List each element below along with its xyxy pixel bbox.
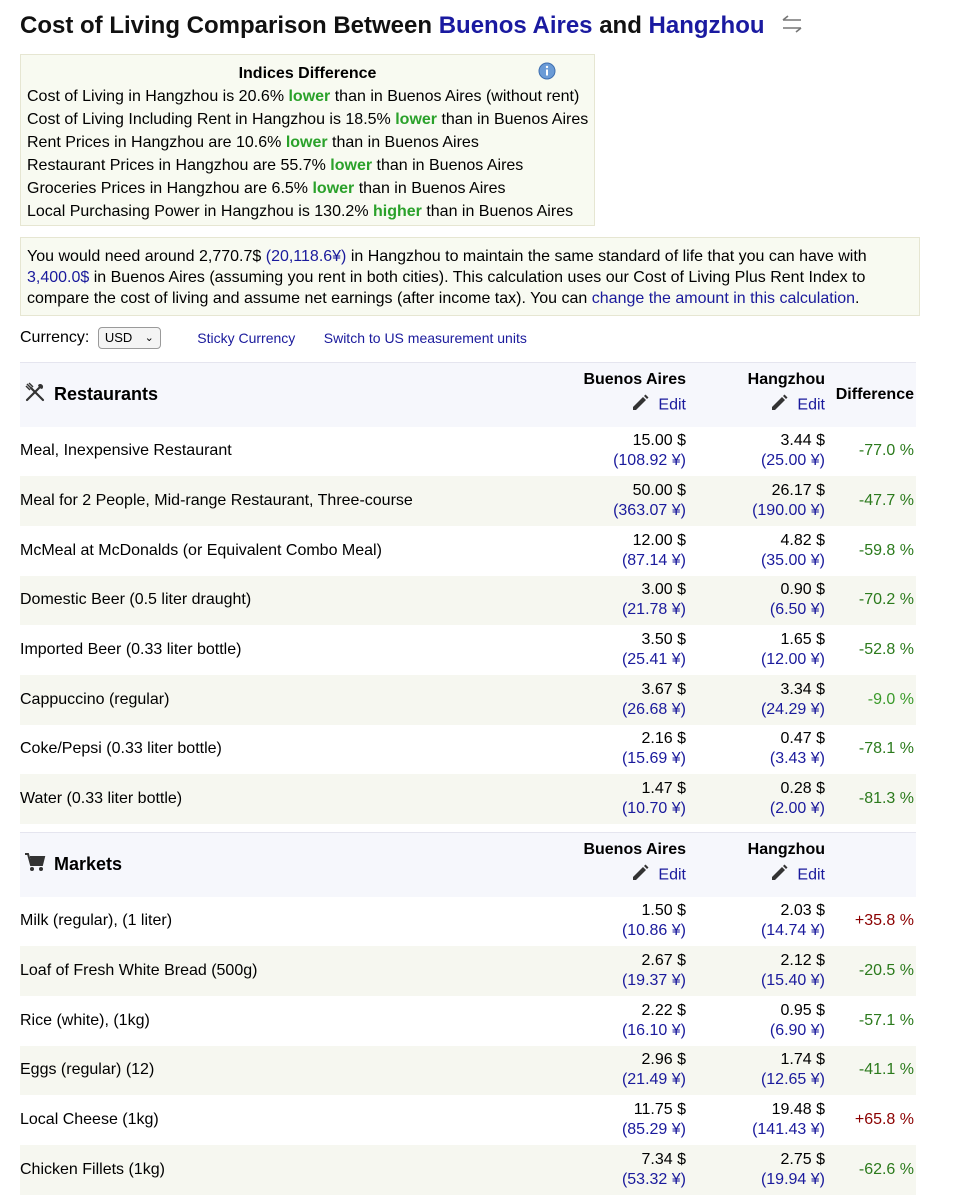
price-city-b — [690, 1145, 827, 1195]
summary-base-amount: 3,400.0$ — [27, 269, 90, 286]
restaurants-table — [20, 362, 916, 824]
item-name: Local Cheese (1kg) — [20, 1111, 159, 1129]
edit-city-a-button[interactable] — [544, 863, 686, 888]
edit-city-a-button[interactable] — [544, 393, 686, 418]
price-city-a — [544, 946, 690, 996]
indices-line-before: Cost of Living Including Rent in Hangzhou is 18.5% — [27, 111, 396, 128]
switch-units-link[interactable]: Switch to US measurement units — [323, 330, 527, 346]
price-usd: 1.47 $ — [641, 780, 686, 798]
indices-line-before: Restaurant Prices in Hangzhou are 55.7% — [27, 157, 331, 174]
markets-table — [20, 832, 916, 1195]
price-city-a — [544, 476, 690, 526]
difference-value: +35.8 % — [854, 912, 914, 930]
price-cny: (10.70 ¥) — [621, 800, 686, 818]
edit-label: Edit — [658, 396, 686, 414]
pencil-icon — [769, 863, 789, 888]
title-city-b-link[interactable]: Hangzhou — [648, 12, 765, 39]
item-name: Milk (regular), (1 liter) — [20, 912, 173, 930]
change-amount-link[interactable]: change the amount in this calculation — [591, 290, 856, 307]
price-usd: 2.67 $ — [641, 952, 686, 970]
summary-text-4: . — [855, 290, 860, 307]
item-name: Meal for 2 People, Mid-range Restaurant, Three-course — [20, 476, 544, 526]
table-row — [20, 576, 916, 626]
restaurants-title: Restaurants — [54, 384, 159, 405]
price-cny: (25.00 ¥) — [760, 452, 825, 470]
info-icon[interactable] — [538, 62, 556, 85]
indices-line-dir: lower — [285, 134, 328, 151]
price-cny: (19.37 ¥) — [621, 972, 686, 990]
price-city-b — [690, 1095, 827, 1145]
indices-line-dir: higher — [372, 203, 422, 220]
price-cny: (26.68 ¥) — [621, 700, 686, 718]
price-usd: 15.00 $ — [632, 432, 686, 450]
price-city-a — [544, 1145, 690, 1195]
price-city-a — [544, 1095, 690, 1145]
markets-col-city-a — [544, 833, 690, 897]
indices-heading: Indices Difference — [238, 65, 377, 82]
restaurants-col-city-b — [690, 363, 827, 427]
price-city-b — [690, 526, 827, 576]
table-row — [20, 1046, 916, 1096]
price-usd: 50.00 $ — [632, 482, 686, 500]
indices-line — [27, 131, 588, 154]
price-city-a — [544, 526, 690, 576]
table-row — [20, 1145, 916, 1195]
page-title — [20, 12, 805, 41]
difference-value: -57.1 % — [858, 1011, 914, 1029]
indices-line-dir: lower — [312, 180, 355, 197]
price-cny: (19.94 ¥) — [760, 1170, 825, 1188]
item-name: Chicken Fillets (1kg) — [20, 1145, 544, 1195]
restaurants-col-city-a — [544, 363, 690, 427]
title-city-a-link[interactable]: Buenos Aires — [438, 12, 593, 39]
indices-line-after: than in Buenos Aires (without rent) — [330, 88, 580, 105]
summary-text-1: You would need around 2,770.7$ — [27, 248, 266, 265]
price-usd: 1.74 $ — [780, 1051, 825, 1069]
price-cny: (3.43 ¥) — [769, 750, 825, 768]
price-city-b — [690, 576, 827, 626]
summary-box — [20, 237, 920, 316]
markets-title: Markets — [54, 854, 123, 875]
price-usd: 19.48 $ — [771, 1101, 825, 1119]
pencil-icon — [630, 393, 650, 418]
indices-line-after: than in Buenos Aires — [327, 134, 479, 151]
difference-value: -62.6 % — [827, 1145, 916, 1195]
price-usd: 3.50 $ — [641, 631, 686, 649]
price-usd: 2.12 $ — [780, 952, 825, 970]
price-cny: (15.40 ¥) — [760, 972, 825, 990]
price-city-b — [690, 476, 827, 526]
price-cny: (12.65 ¥) — [760, 1071, 825, 1089]
difference-value: -52.8 % — [858, 641, 914, 659]
price-cny: (10.86 ¥) — [621, 922, 686, 940]
indices-line — [27, 85, 588, 108]
price-city-b — [690, 427, 827, 477]
indices-line-before: Groceries Prices in Hangzhou are 6.5% — [27, 180, 313, 197]
price-city-b — [690, 897, 827, 947]
summary-text-3: in Buenos Aires (assuming you rent in both cities). This calculation uses our Cost of Living Plus Rent Index to compare the cost of living and assume net earnings (after income tax). You can — [27, 269, 866, 307]
price-city-b — [690, 946, 827, 996]
price-cny: (363.07 ¥) — [613, 502, 686, 520]
price-city-a — [544, 576, 690, 626]
item-name: Loaf of Fresh White Bread (500g) — [20, 946, 544, 996]
col-city-b-name: Hangzhou — [747, 371, 825, 389]
difference-value: -70.2 % — [827, 576, 916, 626]
indices-line-after: than in Buenos Aires — [354, 180, 506, 197]
markets-col-difference — [827, 833, 916, 897]
price-usd: 12.00 $ — [632, 531, 686, 549]
pencil-icon — [630, 863, 650, 888]
table-row — [20, 675, 916, 725]
price-city-a — [544, 897, 690, 947]
difference-value: -77.0 % — [858, 442, 914, 460]
difference-value: +65.8 % — [854, 1111, 914, 1129]
indices-line-after: than in Buenos Aires — [437, 111, 589, 128]
price-cny: (21.49 ¥) — [621, 1071, 686, 1089]
price-cny: (2.00 ¥) — [769, 800, 825, 818]
shopping-cart-icon — [24, 851, 46, 878]
difference-value: -59.8 % — [858, 541, 914, 559]
price-cny: (6.50 ¥) — [769, 601, 825, 619]
price-usd: 0.28 $ — [780, 780, 825, 798]
price-cny: (35.00 ¥) — [760, 551, 825, 569]
price-cny: (16.10 ¥) — [621, 1021, 686, 1039]
price-cny: (25.41 ¥) — [621, 651, 686, 669]
price-usd: 2.22 $ — [641, 1001, 686, 1019]
indices-line-dir: lower — [330, 157, 373, 174]
price-usd: 7.34 $ — [641, 1150, 686, 1168]
price-usd: 1.50 $ — [641, 902, 686, 920]
price-city-a — [544, 725, 690, 775]
price-usd: 2.75 $ — [780, 1150, 825, 1168]
indices-line — [27, 200, 588, 223]
item-name: Coke/Pepsi (0.33 liter bottle) — [20, 740, 222, 758]
indices-line-dir: lower — [288, 88, 331, 105]
price-cny: (190.00 ¥) — [752, 502, 825, 520]
price-cny: (87.14 ¥) — [621, 551, 686, 569]
price-city-b — [690, 1046, 827, 1096]
difference-value: -41.1 % — [827, 1046, 916, 1096]
table-row — [20, 476, 916, 526]
currency-select[interactable] — [98, 327, 161, 349]
price-usd: 26.17 $ — [771, 482, 825, 500]
indices-line-after: than in Buenos Aires — [421, 203, 574, 220]
item-name: McMeal at McDonalds (or Equivalent Combo Meal) — [20, 541, 382, 559]
indices-line-after: than in Buenos Aires — [372, 157, 524, 174]
edit-city-b-button[interactable] — [690, 393, 825, 418]
price-city-a — [544, 427, 690, 477]
indices-line-before: Rent Prices in Hangzhou are 10.6% — [27, 134, 286, 151]
indices-line — [27, 108, 588, 131]
title-prefix: Cost of Living Comparison Between — [20, 12, 439, 39]
price-usd: 2.96 $ — [641, 1051, 686, 1069]
price-cny: (85.29 ¥) — [621, 1121, 686, 1139]
table-row — [20, 625, 916, 675]
price-cny: (53.32 ¥) — [621, 1170, 686, 1188]
table-row — [20, 996, 916, 1046]
table-row — [20, 427, 916, 477]
indices-line — [27, 177, 588, 200]
price-usd: 3.34 $ — [780, 680, 825, 698]
price-cny: (24.29 ¥) — [760, 700, 825, 718]
item-name: Cappuccino (regular) — [20, 675, 544, 725]
price-usd: 1.65 $ — [780, 631, 825, 649]
markets-header-row — [20, 833, 916, 897]
edit-city-b-button[interactable] — [690, 863, 825, 888]
markets-category — [20, 833, 544, 897]
price-usd: 0.47 $ — [780, 730, 825, 748]
price-cny: (6.90 ¥) — [769, 1021, 825, 1039]
swap-cities-icon[interactable] — [779, 13, 805, 41]
item-name: Eggs (regular) (12) — [20, 1046, 544, 1096]
price-cny: (108.92 ¥) — [613, 452, 686, 470]
indices-line-before: Cost of Living in Hangzhou is 20.6% — [27, 88, 289, 105]
chevron-down-icon: ⌄ — [144, 332, 154, 344]
price-city-b — [690, 725, 827, 775]
price-cny: (141.43 ¥) — [752, 1121, 825, 1139]
indices-line-before: Local Purchasing Power in Hangzhou is 130.2% — [27, 203, 373, 220]
price-cny: (14.74 ¥) — [760, 922, 825, 940]
item-name: Rice (white), (1kg) — [20, 1011, 150, 1029]
price-usd: 2.03 $ — [780, 902, 825, 920]
controls-bar — [20, 327, 527, 353]
price-cny: (12.00 ¥) — [760, 651, 825, 669]
currency-select-value: USD — [104, 330, 133, 345]
price-usd: 0.90 $ — [780, 581, 825, 599]
difference-value: -9.0 % — [827, 675, 916, 725]
table-row — [20, 897, 916, 947]
price-city-b — [690, 996, 827, 1046]
price-city-a — [544, 774, 690, 824]
price-usd: 3.00 $ — [641, 581, 686, 599]
price-city-a — [544, 996, 690, 1046]
markets-col-city-b — [690, 833, 827, 897]
difference-value: -47.7 % — [827, 476, 916, 526]
price-usd: 0.95 $ — [780, 1001, 825, 1019]
restaurants-header-row — [20, 363, 916, 427]
table-row — [20, 526, 916, 576]
price-usd: 3.44 $ — [780, 432, 825, 450]
price-cny: (21.78 ¥) — [621, 601, 686, 619]
table-row — [20, 774, 916, 824]
price-city-a — [544, 625, 690, 675]
edit-label: Edit — [658, 866, 686, 884]
item-name: Meal, Inexpensive Restaurant — [20, 442, 232, 460]
item-name: Water (0.33 liter bottle) — [20, 774, 544, 824]
summary-text-2: in Hangzhou to maintain the same standard of life that you can have with — [346, 248, 867, 265]
indices-line-dir: lower — [395, 111, 438, 128]
col-city-b-name: Hangzhou — [747, 841, 825, 859]
col-city-a-name: Buenos Aires — [583, 371, 686, 389]
price-usd: 4.82 $ — [780, 531, 825, 549]
price-city-a — [544, 1046, 690, 1096]
price-city-b — [690, 625, 827, 675]
title-joiner: and — [592, 12, 649, 39]
price-city-a — [544, 675, 690, 725]
item-name: Domestic Beer (0.5 liter draught) — [20, 576, 544, 626]
currency-label: Currency: — [20, 329, 90, 346]
restaurant-utensils-icon — [24, 381, 46, 408]
price-usd: 11.75 $ — [633, 1101, 686, 1119]
edit-label: Edit — [797, 866, 825, 884]
summary-cny-amount: (20,118.6¥) — [265, 248, 347, 265]
restaurants-category — [20, 363, 544, 427]
price-usd: 3.67 $ — [641, 680, 686, 698]
indices-line — [27, 154, 588, 177]
col-city-a-name: Buenos Aires — [583, 841, 686, 859]
table-row — [20, 946, 916, 996]
edit-label: Edit — [797, 396, 825, 414]
price-cny: (15.69 ¥) — [621, 750, 686, 768]
price-city-b — [690, 675, 827, 725]
difference-value: -78.1 % — [858, 740, 914, 758]
item-name: Imported Beer (0.33 liter bottle) — [20, 641, 242, 659]
table-row — [20, 1095, 916, 1145]
sticky-currency-link[interactable]: Sticky Currency — [197, 330, 296, 346]
price-city-b — [690, 774, 827, 824]
difference-value: -81.3 % — [827, 774, 916, 824]
difference-value: -20.5 % — [827, 946, 916, 996]
table-row — [20, 725, 916, 775]
price-usd: 2.16 $ — [641, 730, 686, 748]
indices-difference-box — [20, 54, 595, 226]
pencil-icon — [769, 393, 789, 418]
restaurants-col-difference: Difference — [827, 363, 916, 427]
